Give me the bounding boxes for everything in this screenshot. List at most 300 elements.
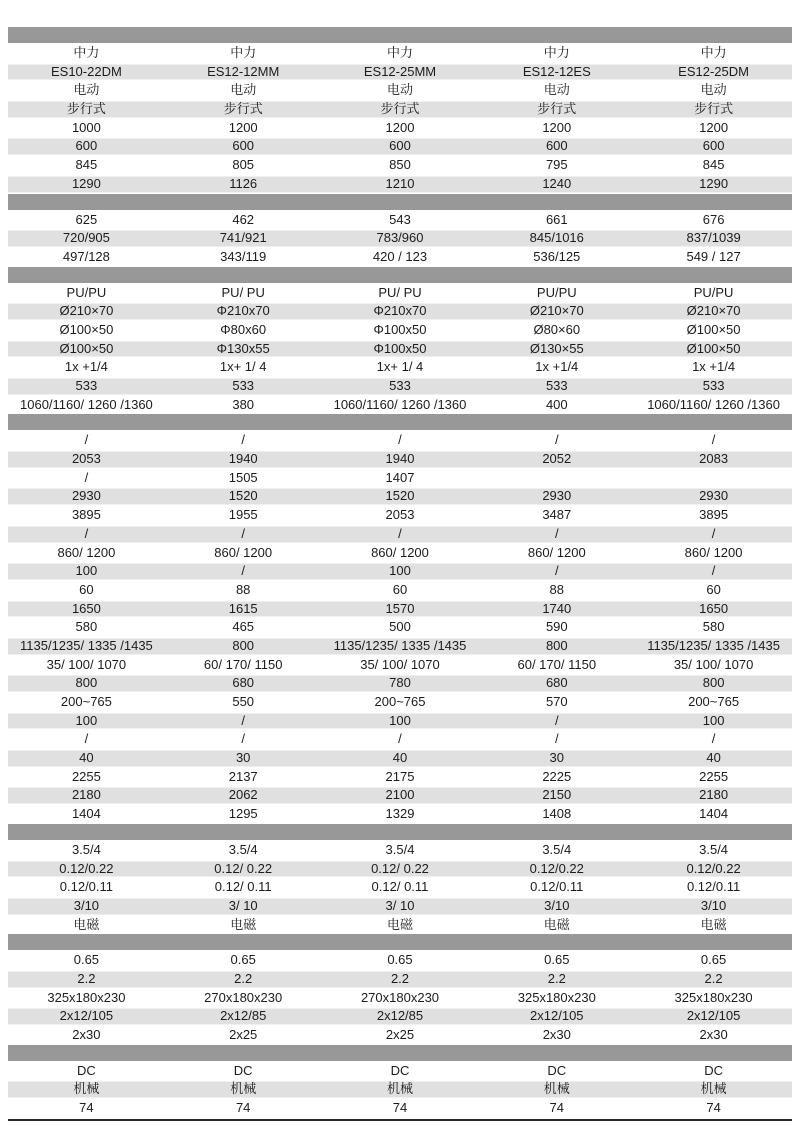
table-cell: 2225 <box>542 768 572 784</box>
table-cell: 1135/1235/ 1335 /1435 <box>20 637 153 653</box>
table-cell: ES10-22DM <box>50 63 122 79</box>
table-cell: 0.12/ 0.22 <box>214 860 273 876</box>
table-cell: 462 <box>232 211 255 227</box>
table-cell: 536/125 <box>533 248 581 264</box>
table-cell: Φ210x70 <box>216 303 270 319</box>
table-cell: 1x +1/4 <box>535 359 579 375</box>
table-cell: 电磁 <box>700 916 727 932</box>
table-cell: 100 <box>389 712 411 728</box>
table-cell: 电磁 <box>386 916 413 932</box>
section-separator-bar <box>8 194 792 211</box>
table-cell: 549 / 127 <box>686 248 741 264</box>
table-row <box>8 1062 792 1081</box>
table-cell: 2x30 <box>72 1027 101 1042</box>
table-cell: 200~765 <box>60 694 112 709</box>
table-cell: 590 <box>545 619 568 635</box>
table-cell: 2100 <box>385 787 415 803</box>
table-cell: 0.65 <box>230 952 256 968</box>
table-cell: 2x12/105 <box>530 1008 584 1024</box>
table-cell: 2053 <box>385 507 415 523</box>
table-row <box>8 860 792 879</box>
table-row <box>8 396 792 415</box>
table-cell: 1x +1/4 <box>64 359 108 375</box>
table-cell: 1940 <box>228 451 258 467</box>
table-cell: 2.2 <box>704 970 723 986</box>
table-cell: 0.12/0.22 <box>529 860 584 876</box>
table-cell: 3.5/4 <box>542 841 572 857</box>
table-cell: 1520 <box>228 488 258 504</box>
table-cell: 电磁 <box>543 916 570 932</box>
table-cell: 3895 <box>71 507 101 523</box>
table-cell: 步行式 <box>694 101 734 117</box>
table-cell: DC <box>233 1062 253 1078</box>
table-cell: 1407 <box>385 469 415 485</box>
table-row <box>8 358 792 377</box>
table-cell: 40 <box>79 750 94 766</box>
table-row <box>8 506 792 525</box>
table-row <box>8 768 792 787</box>
spec-table <box>8 27 792 1118</box>
table-row <box>8 137 792 156</box>
table-cell: PU/PU <box>693 284 734 300</box>
table-row <box>8 656 792 675</box>
table-cell: 533 <box>232 378 255 393</box>
table-cell: 400 <box>545 396 568 412</box>
table-row <box>8 211 792 230</box>
bottom-rule <box>8 1119 792 1121</box>
table-cell: 电动 <box>543 82 570 98</box>
table-cell: 800 <box>75 675 98 691</box>
table-cell: 0.65 <box>73 952 100 968</box>
table-row <box>8 878 792 897</box>
table-cell: 74 <box>79 1100 94 1116</box>
table-cell: 2052 <box>542 451 572 467</box>
table-cell: 2930 <box>542 488 572 504</box>
table-row <box>8 562 792 581</box>
table-cell: 1650 <box>699 600 729 616</box>
table-cell: / <box>241 432 245 448</box>
table-cell: 60/ 170/ 1150 <box>203 656 283 672</box>
table-cell: Φ80x60 <box>220 321 267 337</box>
table-cell: 2930 <box>71 488 101 504</box>
table-row <box>8 841 792 860</box>
table-row <box>8 1007 792 1026</box>
table-cell: ES12-12MM <box>207 63 280 79</box>
table-cell: 机械 <box>73 1081 100 1097</box>
table-cell: 30 <box>235 750 251 766</box>
table-cell: 40 <box>392 750 408 766</box>
table-cell: 电动 <box>73 82 100 98</box>
table-row <box>8 248 792 267</box>
table-cell: 420 / 123 <box>372 248 428 264</box>
table-cell: 2083 <box>699 451 729 467</box>
table-cell: 2255 <box>699 768 729 784</box>
table-cell: 800 <box>545 637 568 653</box>
table-cell: 1200 <box>385 119 415 135</box>
table-cell: 100 <box>702 712 725 728</box>
table-cell: / <box>554 731 559 747</box>
table-cell: 2x12/105 <box>59 1008 114 1024</box>
table-cell: 74 <box>706 1100 721 1116</box>
table-cell: 270x180x230 <box>360 989 440 1005</box>
table-row <box>8 989 792 1008</box>
table-cell: 0.12/0.22 <box>686 860 741 876</box>
table-cell: / <box>241 525 245 541</box>
table-cell: 100 <box>75 563 98 579</box>
table-cell: 60/ 170/ 1150 <box>517 656 597 672</box>
table-row <box>8 229 792 248</box>
table-cell: 2x12/105 <box>686 1008 741 1024</box>
table-cell: 1200 <box>228 119 258 135</box>
table-cell: 533 <box>75 378 98 393</box>
table-cell: 1520 <box>385 488 415 504</box>
table-cell: 343/119 <box>220 248 267 264</box>
table-cell: 40 <box>706 750 721 766</box>
table-cell: Ø210×70 <box>59 303 114 319</box>
table-row <box>8 119 792 138</box>
section-separator-bar <box>8 824 792 841</box>
table-row <box>8 712 792 731</box>
table-cell: / <box>84 469 89 485</box>
table-cell: 1135/1235/ 1335 /1435 <box>333 637 467 653</box>
table-cell: Ø80×60 <box>533 321 581 337</box>
table-cell: ES12-12ES <box>522 63 591 79</box>
table-row <box>8 156 792 175</box>
table-cell: / <box>84 432 89 448</box>
table-cell: 35/ 100/ 1070 <box>673 656 754 672</box>
table-cell: 720/905 <box>62 230 110 246</box>
table-cell: 2x25 <box>385 1027 415 1042</box>
table-cell: 88 <box>235 581 251 597</box>
table-row <box>8 1080 792 1099</box>
table-cell: 676 <box>702 211 725 227</box>
table-cell: 0.65 <box>544 952 570 968</box>
table-row <box>8 469 792 488</box>
table-cell: 805 <box>232 157 255 173</box>
table-cell: 60 <box>706 581 721 597</box>
table-row <box>8 618 792 637</box>
table-cell: 3/10 <box>544 897 570 913</box>
section-separator-bar <box>8 934 792 951</box>
table-cell: 2x12/85 <box>376 1008 424 1024</box>
table-cell: 1615 <box>228 600 258 616</box>
table-cell: 60 <box>392 581 408 597</box>
table-cell: Ø210×70 <box>529 303 584 319</box>
table-row <box>8 302 792 321</box>
table-cell: 533 <box>702 378 725 393</box>
table-row <box>8 749 792 768</box>
table-cell: 电磁 <box>73 916 100 932</box>
table-cell: / <box>711 731 716 747</box>
table-cell: / <box>711 563 716 579</box>
table-cell: 2180 <box>699 787 729 803</box>
table-cell: 机械 <box>543 1081 570 1097</box>
table-row <box>8 175 792 194</box>
table-cell: 100 <box>75 712 98 728</box>
table-cell: 497/128 <box>62 248 110 264</box>
table-cell: 533 <box>545 378 568 393</box>
table-cell: 860/ 1200 <box>527 544 586 560</box>
table-cell: 电动 <box>230 82 257 98</box>
table-cell: 860/ 1200 <box>214 544 273 560</box>
table-cell: 88 <box>549 581 565 597</box>
table-row <box>8 897 792 916</box>
table-cell: Ø100×50 <box>59 340 114 356</box>
table-cell: / <box>554 525 559 541</box>
table-cell: 0.12/0.11 <box>59 879 114 895</box>
table-cell: 850 <box>389 157 411 173</box>
table-cell: 2.2 <box>547 970 566 986</box>
table-cell: 2180 <box>71 787 101 803</box>
table-row <box>8 431 792 450</box>
table-cell: 860/ 1200 <box>371 544 429 560</box>
table-cell: 0.12/0.11 <box>686 879 741 895</box>
table-row <box>8 951 792 970</box>
table-cell: 1200 <box>542 119 572 135</box>
table-row <box>8 805 792 824</box>
table-cell: Φ130x55 <box>216 340 270 356</box>
section-separator-bar <box>8 27 792 44</box>
table-cell: 380 <box>232 396 255 412</box>
table-cell: 2x12/85 <box>220 1008 267 1024</box>
table-cell: Φ100x50 <box>373 321 427 337</box>
table-cell: 1135/1235/ 1335 /1435 <box>647 637 780 653</box>
table-cell: 680 <box>545 675 568 691</box>
table-cell: PU/PU <box>66 284 107 300</box>
table-cell: 600 <box>389 138 411 154</box>
table-cell: 1240 <box>542 175 572 191</box>
table-row <box>8 730 792 749</box>
table-cell: 1408 <box>542 806 572 822</box>
table-cell: 1295 <box>228 806 258 822</box>
table-cell: 1955 <box>228 507 258 523</box>
table-cell: PU/ PU <box>221 284 265 300</box>
table-row <box>8 916 792 935</box>
table-cell: 1404 <box>71 806 101 822</box>
table-cell: 2930 <box>699 488 729 504</box>
table-cell: 3.5/4 <box>228 841 258 857</box>
table-row <box>8 100 792 119</box>
table-cell: 1505 <box>228 469 258 485</box>
table-row <box>8 693 792 712</box>
table-cell: DC <box>704 1062 723 1078</box>
table-cell: / <box>711 432 716 448</box>
table-cell: PU/ PU <box>378 284 422 300</box>
table-cell: 580 <box>702 619 725 635</box>
table-row <box>8 581 792 600</box>
table-cell: / <box>398 525 402 541</box>
table-cell: / <box>398 731 402 747</box>
table-cell: 845/1016 <box>529 230 584 246</box>
table-cell: 741/921 <box>219 230 267 246</box>
table-cell: 机械 <box>386 1081 413 1097</box>
table-cell: 74 <box>392 1100 408 1116</box>
section-separator-bar <box>8 1045 792 1062</box>
table-row <box>8 487 792 506</box>
table-cell: 550 <box>232 694 255 709</box>
table-cell: 0.65 <box>700 952 727 968</box>
table-cell: 780 <box>389 675 411 691</box>
table-cell: 200~765 <box>374 694 426 709</box>
table-row <box>8 970 792 989</box>
table-row <box>8 544 792 563</box>
table-cell: 1404 <box>699 806 729 822</box>
table-cell: 中力 <box>543 45 570 60</box>
table-row <box>8 1099 792 1118</box>
table-cell: 3/10 <box>700 897 727 913</box>
table-cell: DC <box>390 1062 410 1078</box>
table-cell: 625 <box>75 211 98 227</box>
table-cell: 3.5/4 <box>699 841 729 857</box>
table-cell: 步行式 <box>380 101 420 117</box>
table-cell: 325x180x230 <box>674 989 753 1005</box>
table-cell: 74 <box>235 1100 251 1116</box>
table-cell: 中力 <box>230 45 257 60</box>
table-cell: 100 <box>389 563 411 579</box>
table-row <box>8 321 792 340</box>
table-cell: Ø100×50 <box>686 321 741 337</box>
table-row <box>8 284 792 303</box>
table-cell: ES12-25DM <box>678 63 749 79</box>
table-cell: 533 <box>389 378 411 393</box>
table-row <box>8 81 792 100</box>
table-cell: Ø100×50 <box>686 340 741 356</box>
table-cell: 1060/1160/ 1260 /1360 <box>20 396 153 412</box>
table-cell: 325x180x230 <box>517 989 596 1005</box>
table-cell: 1x+ 1/ 4 <box>219 359 267 375</box>
table-cell: 600 <box>232 138 255 154</box>
table-cell: 580 <box>75 619 98 635</box>
table-cell: 783/960 <box>376 230 424 246</box>
table-cell: 837/1039 <box>686 230 741 246</box>
table-cell: 2062 <box>228 787 258 803</box>
table-cell: / <box>554 432 559 448</box>
table-cell: DC <box>77 1062 96 1078</box>
table-cell: 795 <box>545 157 568 173</box>
table-cell: / <box>554 712 559 728</box>
table-cell: 0.12/ 0.11 <box>214 879 272 895</box>
table-cell: 74 <box>549 1100 565 1116</box>
table-row <box>8 44 792 63</box>
table-cell: 步行式 <box>223 101 263 117</box>
table-cell: 3895 <box>699 507 729 523</box>
table-row <box>8 377 792 396</box>
table-cell: 0.12/ 0.11 <box>371 879 429 895</box>
table-cell: PU/PU <box>536 284 577 300</box>
table-cell: 电磁 <box>230 916 257 932</box>
section-separator-bar <box>8 414 792 431</box>
table-cell: 845 <box>702 157 725 173</box>
table-cell: 3487 <box>542 507 572 523</box>
table-cell: 中力 <box>73 45 100 60</box>
table-cell: 3.5/4 <box>385 841 415 857</box>
table-cell: 2137 <box>228 768 258 784</box>
table-cell: 机械 <box>230 1081 257 1097</box>
table-cell: DC <box>547 1062 567 1078</box>
table-cell: / <box>84 731 89 747</box>
table-cell: 325x180x230 <box>47 989 126 1005</box>
table-cell: 1060/1160/ 1260 /1360 <box>333 396 467 412</box>
table-cell: 0.12/0.22 <box>59 860 114 876</box>
table-cell: / <box>241 712 245 728</box>
table-cell: 步行式 <box>537 101 577 117</box>
table-cell: 2.2 <box>234 970 253 986</box>
table-row <box>8 525 792 544</box>
table-cell: Ø100×50 <box>59 321 114 337</box>
table-cell: 35/ 100/ 1070 <box>360 656 440 672</box>
table-cell: 30 <box>549 750 565 766</box>
table-cell: 2255 <box>71 768 101 784</box>
table-row <box>8 340 792 359</box>
table-cell: ES12-25MM <box>363 63 437 79</box>
table-cell: 60 <box>79 581 94 597</box>
table-cell: 0.12/ 0.22 <box>371 860 429 876</box>
table-cell: 2x30 <box>542 1027 571 1042</box>
table-cell: 270x180x230 <box>204 989 283 1005</box>
table-cell: / <box>554 563 559 579</box>
table-cell: / <box>711 525 716 541</box>
table-cell: Φ210x70 <box>373 303 427 319</box>
table-cell: 2.2 <box>390 970 410 986</box>
table-cell: 860/ 1200 <box>57 544 116 560</box>
table-cell: 1000 <box>71 119 101 135</box>
table-cell: 0.65 <box>387 952 413 968</box>
table-cell: 200~765 <box>688 694 740 709</box>
table-row <box>8 63 792 82</box>
table-cell: 570 <box>545 694 568 709</box>
table-cell: 1740 <box>542 600 572 616</box>
table-cell: 1940 <box>385 451 415 467</box>
table-cell: 1329 <box>385 806 415 822</box>
table-cell: 680 <box>232 675 255 691</box>
table-cell: 电动 <box>386 82 413 98</box>
table-cell: 500 <box>389 619 411 635</box>
table-cell: / <box>241 563 245 579</box>
table-cell: 35/ 100/ 1070 <box>46 656 127 672</box>
table-cell: 2150 <box>542 787 572 803</box>
table-cell: 465 <box>232 619 255 635</box>
table-cell: 1290 <box>699 175 729 191</box>
table-cell: 1200 <box>699 119 729 135</box>
table-cell: 800 <box>702 675 725 691</box>
table-cell: 1570 <box>385 600 415 616</box>
table-cell: 1x +1/4 <box>692 359 736 375</box>
table-cell: Φ100x50 <box>373 340 427 356</box>
table-row <box>8 450 792 469</box>
table-cell: 1210 <box>385 175 415 191</box>
table-cell: 600 <box>545 138 568 154</box>
table-cell: 0.12/0.11 <box>530 879 584 895</box>
table-cell: 3/ 10 <box>228 897 258 913</box>
table-cell: 中力 <box>700 45 727 60</box>
table-cell: 1650 <box>71 600 101 616</box>
table-cell: 3/10 <box>73 897 100 913</box>
table-cell: 845 <box>75 157 98 173</box>
table-cell: Ø130×55 <box>529 340 584 356</box>
table-cell: 3/ 10 <box>385 897 415 913</box>
table-cell: 1x+ 1/ 4 <box>376 359 424 375</box>
table-cell: 860/ 1200 <box>684 544 743 560</box>
table-row <box>8 637 792 656</box>
table-cell: / <box>241 731 245 747</box>
table-cell: 1060/1160/ 1260 /1360 <box>647 396 780 412</box>
table-row <box>8 600 792 619</box>
table-cell: 543 <box>389 211 411 227</box>
table-cell: 2x30 <box>699 1027 728 1042</box>
table-cell: 1290 <box>71 175 101 191</box>
table-cell: 800 <box>232 637 255 653</box>
table-cell: 3.5/4 <box>71 841 101 857</box>
